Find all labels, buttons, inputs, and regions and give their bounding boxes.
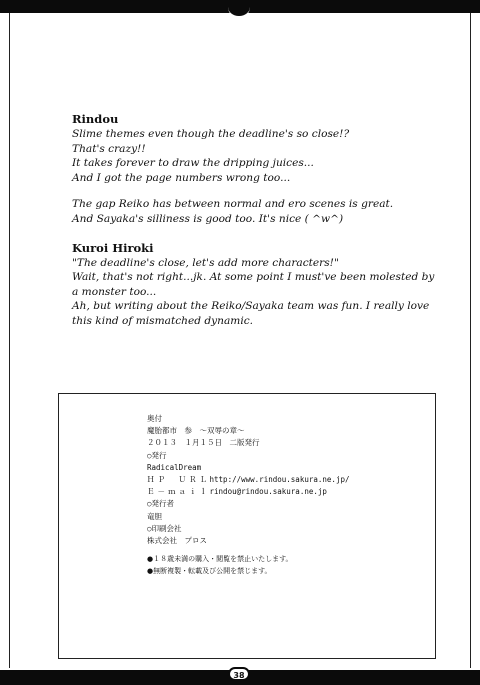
publisher-name: RadicalDream — [147, 462, 202, 472]
homepage-label: ＨＰ ＵＲＬ — [147, 475, 210, 485]
note-line: It takes forever to draw the dripping juices... — [72, 157, 314, 170]
issuer-name: 竜胆 — [147, 511, 162, 521]
note-line: That's crazy!! — [72, 142, 146, 155]
note-line: this kind of mismatched dynamic. — [72, 314, 254, 327]
note-line: Wait, that's not right...jk. At some point I must've been molested by — [72, 271, 435, 284]
printer-label: ○印刷会社 — [147, 523, 182, 533]
copyright-notice: ●無断複製・転載及び公開を禁じます。 — [147, 567, 272, 576]
email-row — [147, 486, 350, 498]
note-line: "The deadline's close, let's add more characters!" — [72, 256, 339, 269]
top-border-notch — [228, 6, 250, 18]
publisher-label: ○発行 — [147, 450, 167, 460]
note-line: And Sayaka's silliness is good too. It's nice ( ^w^) — [72, 212, 344, 225]
colophon-heading: 奥付 — [147, 414, 162, 423]
author-name-kuroi-hiroki: Kuroi Hiroki — [72, 240, 154, 255]
note-line: Ah, but writing about the Reiko/Sayaka team was fun. I really love — [72, 300, 430, 313]
printer-name: 株式会社 プロス — [147, 536, 207, 546]
note-line: The gap Reiko has between normal and ero scenes is great. — [72, 198, 394, 211]
colophon-content — [147, 413, 350, 578]
email-address: rindou@rindou.sakura.ne.jp — [209, 487, 327, 497]
colophon-title: 魔胎都市 参 〜双辱の章〜 — [147, 426, 245, 436]
note-line: Slime themes even though the deadline's so close!? — [72, 128, 350, 140]
note-line: And I got the page numbers wrong too... — [72, 171, 291, 184]
page-number: 38 — [228, 667, 250, 681]
afterword-notes — [72, 112, 435, 329]
age-restriction-notice: ●１８歳未満の購入・閲覧を禁止いたします。 — [147, 555, 293, 564]
homepage-row — [147, 474, 350, 486]
colophon-date: ２０１３ １月１５日 二版発行 — [147, 438, 260, 448]
homepage-url: http://www.rindou.sakura.ne.jp/ — [209, 475, 350, 485]
left-border-line — [9, 13, 10, 668]
note-line: a monster too... — [72, 285, 157, 298]
author-name-rindou: Rindou — [72, 112, 119, 126]
email-label: Ｅ－ｍａｉｌ — [147, 487, 210, 497]
colophon-box — [58, 393, 436, 659]
issuer-label: ○発行者 — [147, 499, 175, 509]
right-border-line — [470, 13, 471, 668]
